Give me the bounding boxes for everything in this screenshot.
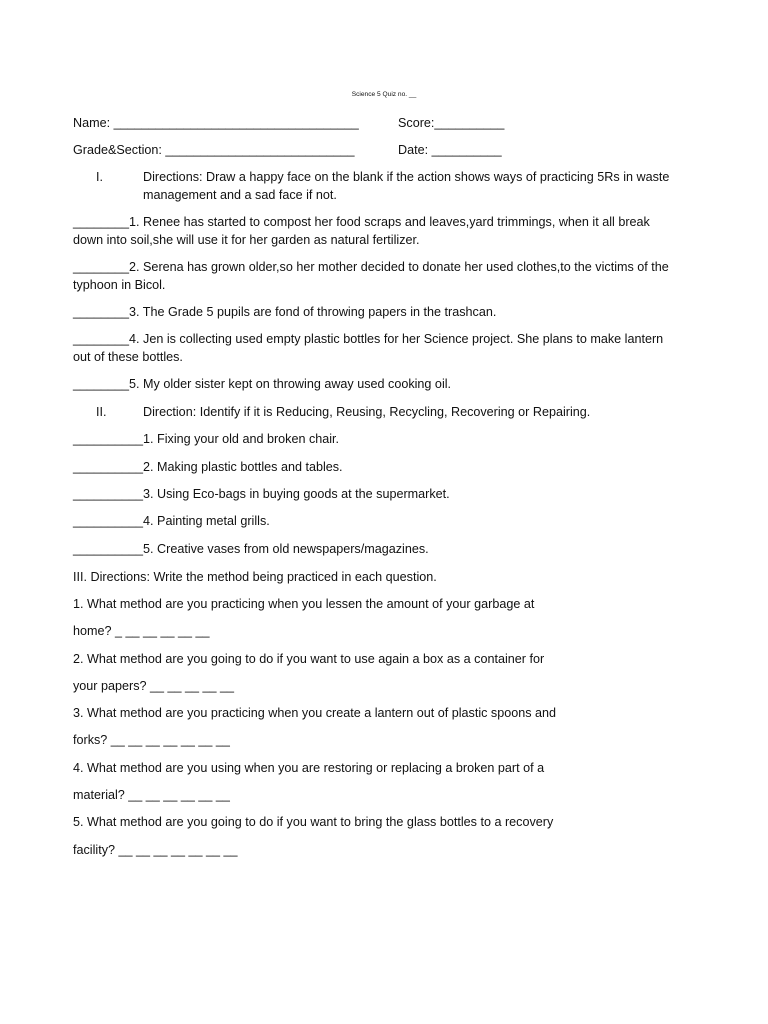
page-title: Science 5 Quiz no. __	[351, 91, 417, 98]
part1-directions-line2: management and a sad face if not.	[143, 188, 337, 202]
part3-question-4-line2: material? __ __ __ __ __ __	[73, 788, 230, 802]
part2-item-2: __________2. Making plastic bottles and tables.	[73, 460, 343, 474]
part3-question-1-line1: 1. What method are you practicing when you lessen the amount of your garbage at	[73, 597, 535, 611]
part3-directions: III. Directions: Write the method being practiced in each question.	[73, 570, 437, 584]
part2-item-1: __________1. Fixing your old and broken chair.	[73, 432, 340, 446]
part1-item-3: ________3. The Grade 5 pupils are fond of throwing papers in the trashcan.	[73, 305, 497, 319]
part3-question-3-line2: forks? __ __ __ __ __ __ __	[73, 733, 230, 747]
part3-question-3-line1: 3. What method are you practicing when you create a lantern out of plastic spoons and	[73, 706, 557, 720]
part2-directions: Direction: Identify if it is Reducing, Reusing, Recycling, Recovering or Repairing.	[143, 405, 591, 419]
name-field-line: Name: ___________________________________	[73, 116, 359, 130]
part1-item-5: ________5. My older sister kept on throwing away used cooking oil.	[73, 377, 452, 391]
score-field-line: Score:__________	[398, 116, 505, 130]
part2-item-5: __________5. Creative vases from old newspapers/magazines.	[73, 542, 429, 556]
part2-item-4: __________4. Painting metal grills.	[73, 514, 270, 528]
part1-item-4-line1: ________4. Jen is collecting used empty plastic bottles for her Science project. She plans to make lantern	[73, 332, 664, 346]
grade-section-field-line: Grade&Section: ___________________________	[73, 143, 355, 157]
part3-question-4-line1: 4. What method are you using when you are restoring or replacing a broken part of a	[73, 761, 545, 775]
part1-numeral: I.	[96, 170, 103, 184]
part3-question-5-line1: 5. What method are you going to do if you want to bring the glass bottles to a recovery	[73, 815, 554, 829]
part1-item-1-line2: down into soil,she will use it for her garden as natural fertilizer.	[73, 233, 420, 247]
part3-question-5-line2: facility? __ __ __ __ __ __ __	[73, 843, 238, 857]
part1-item-1-line1: ________1. Renee has started to compost her food scraps and leaves,yard trimmings, when it all break	[73, 215, 650, 229]
part2-numeral: II.	[96, 405, 107, 419]
part3-question-2-line2: your papers? __ __ __ __ __	[73, 679, 235, 693]
part1-item-2-line1: ________2. Serena has grown older,so her mother decided to donate her used clothes,to the victims of the	[73, 260, 669, 274]
date-field-line: Date: __________	[398, 143, 502, 157]
part3-question-2-line1: 2. What method are you going to do if you want to use again a box as a container for	[73, 652, 545, 666]
part3-question-1-line2: home? _ __ __ __ __ __	[73, 624, 210, 638]
part1-item-2-line2: typhoon in Bicol.	[73, 278, 166, 292]
part1-item-4-line2: out of these bottles.	[73, 350, 183, 364]
part2-item-3: __________3. Using Eco-bags in buying goods at the supermarket.	[73, 487, 450, 501]
part1-directions-line1: Directions: Draw a happy face on the blank if the action shows ways of practicing 5Rs in waste	[143, 170, 670, 184]
